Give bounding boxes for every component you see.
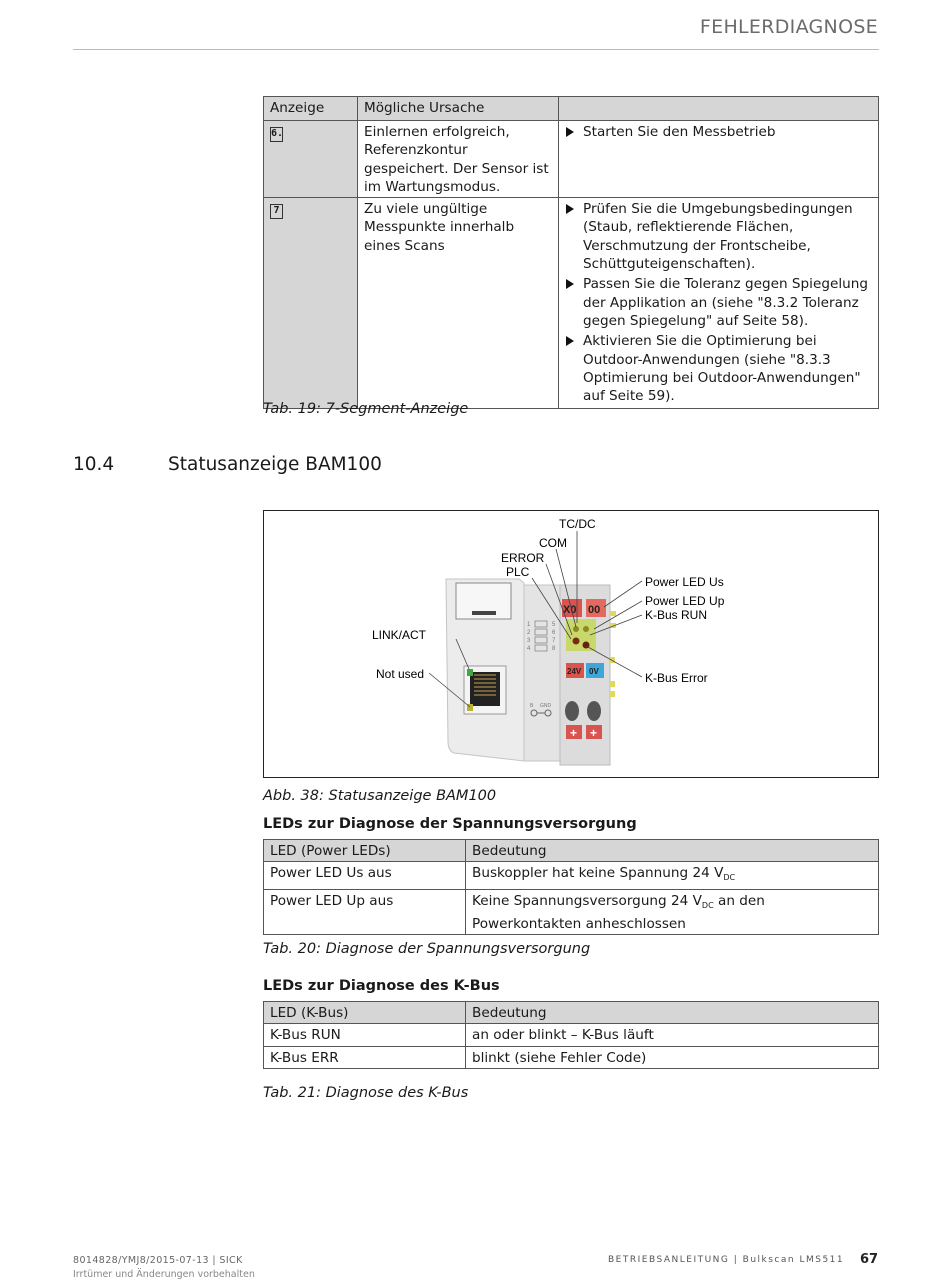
page-number: 67 (860, 1252, 879, 1267)
label-plc: PLC (506, 565, 530, 579)
led-cell: K-Bus ERR (264, 1046, 466, 1068)
svg-text:5: 5 (552, 622, 556, 628)
meaning-text: Keine Spannungsversorgung 24 V (472, 892, 702, 909)
table-caption: Tab. 20: Diagnose der Spannungsversorgung (263, 941, 591, 957)
svg-text:4: 4 (527, 646, 531, 652)
label-link-act: LINK/ACT (372, 628, 427, 642)
footer-disclaimer: Irrtümer und Änderungen vorbehalten (73, 1269, 255, 1280)
display-cell (264, 121, 358, 198)
svg-text:8: 8 (552, 646, 556, 652)
svg-text:GND: GND (540, 703, 552, 709)
col-header-cause: Mögliche Ursache (358, 97, 559, 121)
table-row (264, 1046, 879, 1068)
meaning-cell: an oder blinkt – K-Bus läuft (466, 1024, 879, 1046)
action-cell (559, 121, 879, 198)
meaning-cell: blinkt (siehe Fehler Code) (466, 1046, 879, 1068)
label-not-used: Not used (376, 667, 425, 681)
meaning-subscript: DC (701, 900, 714, 910)
table-row (264, 1024, 879, 1046)
24v-mark: 24V (567, 667, 582, 676)
label-com: COM (539, 536, 567, 550)
svg-text:B: B (530, 703, 534, 709)
bam100-illustration (264, 511, 878, 777)
label-power-us: Power LED Us (645, 575, 724, 589)
power-heading: LEDs zur Diagnose der Spannungsversorgung (263, 816, 637, 832)
plus-mark: + (570, 726, 578, 740)
cause-cell: Einlernen erfolgreich, Referenzkontur gespeichert. Der Sensor ist im Wartungsmodus. (358, 121, 559, 198)
action-item: Passen Sie die Toleranz gegen Spiegelung der Applikation an (siehe "8.3.2 Toleranz gegen Spiegelung" auf Seite 58). (565, 275, 872, 330)
col-header-led: LED (Power LEDs) (264, 840, 466, 862)
col-header-meaning: Bedeutung (466, 840, 879, 862)
figure-caption: Abb. 38: Statusanzeige BAM100 (263, 788, 497, 804)
svg-text:2: 2 (527, 630, 531, 636)
col-header-led: LED (K-Bus) (264, 1002, 466, 1024)
section-title: Statusanzeige BAM100 (168, 454, 382, 475)
plus-mark: + (590, 726, 598, 740)
meaning-text-tail: an den Powerkontakten anheschlossen (472, 892, 765, 932)
footer-manual: BETRIEBSANLEITUNG | Bulkscan LMS511 (608, 1255, 845, 1265)
label-tc-dc: TC/DC (559, 517, 596, 531)
zero-mark: 00 (588, 604, 601, 616)
action-item: Starten Sie den Messbetrieb (565, 123, 872, 141)
table-row (264, 889, 879, 935)
label-power-up: Power LED Up (645, 594, 725, 608)
header-rule (73, 49, 879, 50)
kbus-heading: LEDs zur Diagnose des K-Bus (263, 978, 500, 994)
meaning-cell (466, 889, 879, 935)
led-cell: Power LED Us aus (264, 862, 466, 889)
seven-segment-icon: 7 (270, 204, 283, 219)
table-caption: Tab. 21: Diagnose des K-Bus (263, 1085, 469, 1101)
table-header-row (264, 1002, 879, 1024)
kbus-led-table (263, 1001, 879, 1069)
x0-mark: X0 (563, 604, 577, 616)
action-cell (559, 198, 879, 409)
table-row (264, 862, 879, 889)
table-row (264, 121, 879, 198)
seven-segment-icon: 6. (270, 127, 283, 142)
display-cell (264, 198, 358, 409)
cause-cell: Zu viele ungültige Messpunkte innerhalb eines Scans (358, 198, 559, 409)
meaning-text: Buskoppler hat keine Spannung 24 V (472, 865, 724, 882)
svg-text:7: 7 (552, 638, 556, 644)
label-kbus-error: K-Bus Error (645, 671, 708, 685)
table-caption: Tab. 19: 7-Segment-Anzeige (263, 401, 469, 417)
table-header-row (264, 97, 879, 121)
table-header-row (264, 840, 879, 862)
col-header-action (559, 97, 879, 121)
svg-text:3: 3 (527, 638, 531, 644)
col-header-display: Anzeige (264, 97, 358, 121)
label-kbus-run: K-Bus RUN (645, 608, 708, 622)
footer-doc-id: 8014828/YMJ8/2015-07-13 | SICK (73, 1255, 243, 1266)
table-row (264, 198, 879, 409)
svg-text:6: 6 (552, 630, 556, 636)
seven-segment-table (263, 96, 879, 409)
action-item: Prüfen Sie die Umgebungsbedingungen (Staub, reflektierende Flächen, Verschmutzung der Frontscheibe, Schüttguteigenschaften). (565, 200, 872, 273)
section-number: 10.4 (73, 454, 115, 475)
power-led-table (263, 839, 879, 935)
0v-mark: 0V (589, 667, 599, 676)
svg-text:1: 1 (527, 622, 531, 628)
device-figure (263, 510, 879, 778)
meaning-cell (466, 862, 879, 889)
action-item: Aktivieren Sie die Optimierung bei Outdoor-Anwendungen (siehe "8.3.3 Optimierung bei Outdoor-Anwendungen" auf Seite 59). (565, 332, 872, 405)
led-cell: K-Bus RUN (264, 1024, 466, 1046)
led-cell: Power LED Up aus (264, 889, 466, 935)
label-error: ERROR (501, 551, 545, 565)
running-header: FEHLERDIAGNOSE (699, 16, 878, 38)
meaning-subscript: DC (723, 873, 736, 883)
col-header-meaning: Bedeutung (466, 1002, 879, 1024)
